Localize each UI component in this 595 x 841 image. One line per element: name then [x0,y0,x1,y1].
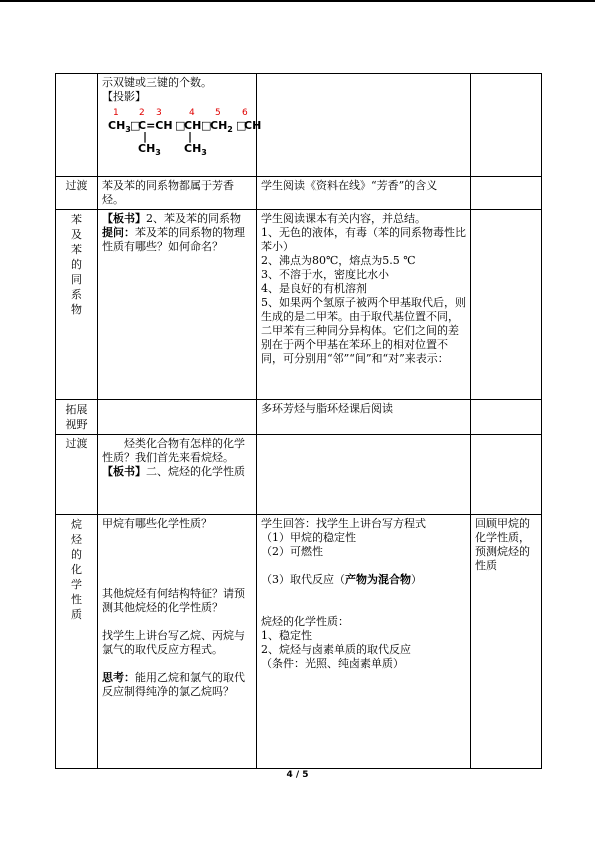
carbon-number: 2 [139,108,145,118]
board-tag: 【板书】 [102,212,146,225]
bond-marker: □ [236,119,247,132]
stage-cell [56,435,98,515]
teacher-line: 示双键或三键的个数。 [102,76,212,89]
bond-marker: □ [130,119,141,132]
board-text: 2、苯及苯的同系物 [146,212,241,225]
notes-cell [471,177,542,210]
table-row [56,435,542,515]
think-line [102,671,252,699]
table-row [56,177,542,210]
teacher-cell [98,435,257,515]
table-row [56,400,542,435]
notes-text: 回顾甲烷的化学性质，预测烷烃的性质 [475,517,530,572]
teacher-line: 找学生上讲台写乙烷、丙烷与氯气的取代反应方程式。 [102,629,245,656]
teacher-line: 其他烷烃有何结构特征？请预测其他烷烃的化学性质？ [102,587,245,614]
question-line [102,226,252,254]
reaction-emphasis: 产物为混合物 [345,573,411,586]
student-line: 3、不溶于水，密度比水小 [261,268,389,281]
student-line: 5、如果两个氢原子被两个甲基取代后，则生成的是二甲苯。由于取代基位置不同，二甲苯有三种同分异构体。它们之间的差别在于两个甲基在苯环上的相对位置不同，可分别用“邻”“间”和“对”来表示： [261,296,466,365]
branch-group: $CH_3$ [138,142,161,158]
student-cell [257,515,471,769]
stage-cell [56,400,98,435]
chain-group: CH [184,119,202,132]
think-text: 能用乙烷和氯气的取代反应制得纯净的氯乙烷吗？ [102,671,245,698]
think-tag: 思考： [102,671,135,684]
table-row [56,74,542,177]
student-line: 2、烷烃与卤素单质的取代反应 [261,643,411,656]
stage-cell [56,177,98,210]
board-text: 二、烷烃的化学性质 [146,465,245,478]
teacher-cell [98,515,257,769]
student-line [261,573,466,587]
student-line: 4、是良好的有机溶剂 [261,282,367,295]
branch-bond: | [143,130,148,143]
carbon-number: 5 [215,108,221,118]
reaction-text: （3）取代反应（ [261,573,345,586]
question-text: 苯及苯的同系物的物理性质有哪些？如何命名？ [102,226,245,253]
teacher-cell [98,400,257,435]
stage-label: 苯及苯的同系物 [71,213,82,316]
teacher-line: 烃类化合物有怎样的化学性质？我们首先来看烷烃。 [102,437,245,464]
teacher-cell [98,177,257,210]
page-number: 4 / 5 [286,770,309,780]
stage-label: 烷烃的化学性质 [71,518,82,621]
stage-label: 拓展视野 [65,403,88,431]
lesson-plan-table [55,73,542,769]
chain-group: $CH_2$ [210,119,233,135]
structural-formula [102,106,262,158]
carbon-number: 3 [156,108,162,118]
teacher-line: 苯及苯的同系物都属于芳香烃。 [102,179,234,206]
teacher-cell [98,210,257,400]
board-line [102,212,252,226]
student-line: 学生阅读课本有关内容，并总结。 [261,212,426,225]
stage-label: 过渡 [65,437,88,450]
question-tag: 提问： [102,226,135,239]
reaction-end: ） [411,573,422,586]
teacher-line: 甲烷有哪些化学性质？ [102,517,212,530]
teacher-line: 【投影】 [102,90,146,103]
notes-cell [471,74,542,177]
teacher-cell [98,74,262,177]
student-line: 学生回答：找学生上讲台写方程式 [261,517,426,530]
student-line: （1）甲烷的稳定性 [261,531,356,544]
student-line: 1、稳定性 [261,629,312,642]
student-line: 2、沸点为80℃，熔点为5.5 ℃ [261,254,416,267]
student-line: （2）可燃性 [261,545,323,558]
branch-bond: | [188,130,193,143]
carbon-number: 1 [113,108,119,118]
table-row [56,210,542,400]
notes-cell [471,210,542,400]
bond-marker: □ [201,119,212,132]
stage-label: 过渡 [65,179,88,192]
student-cell [257,400,471,435]
student-cell [257,177,471,210]
stage-cell [56,210,98,400]
notes-cell [471,400,542,435]
student-cell [257,435,471,515]
student-line: 烷烃的化学性质： [261,615,349,628]
student-line: 1、无色的液体，有毒（苯的同系物毒性比苯小） [261,226,466,253]
stage-cell [56,74,98,177]
chain-group: C=CH [138,119,173,132]
student-cell [257,210,471,400]
student-line: 多环芳烃与脂环烃课后阅读 [261,402,393,415]
board-line [102,465,252,479]
board-tag: 【板书】 [102,465,146,478]
top-rule [0,0,595,2]
chain-group: $CH_3$ [108,119,131,135]
student-cell [257,74,471,177]
student-line: 学生阅读《资料在线》“芳香”的含义 [261,179,438,192]
notes-cell [471,435,542,515]
stage-cell [56,515,98,769]
notes-cell [471,515,542,769]
chain-group: CH [244,119,262,132]
table-row [56,515,542,769]
carbon-number: 6 [242,108,248,118]
student-line: （条件：光照、纯卤素单质） [261,657,404,670]
carbon-number: 4 [189,108,195,118]
branch-group: $CH_3$ [184,142,207,158]
bond-marker: □ [175,119,186,132]
